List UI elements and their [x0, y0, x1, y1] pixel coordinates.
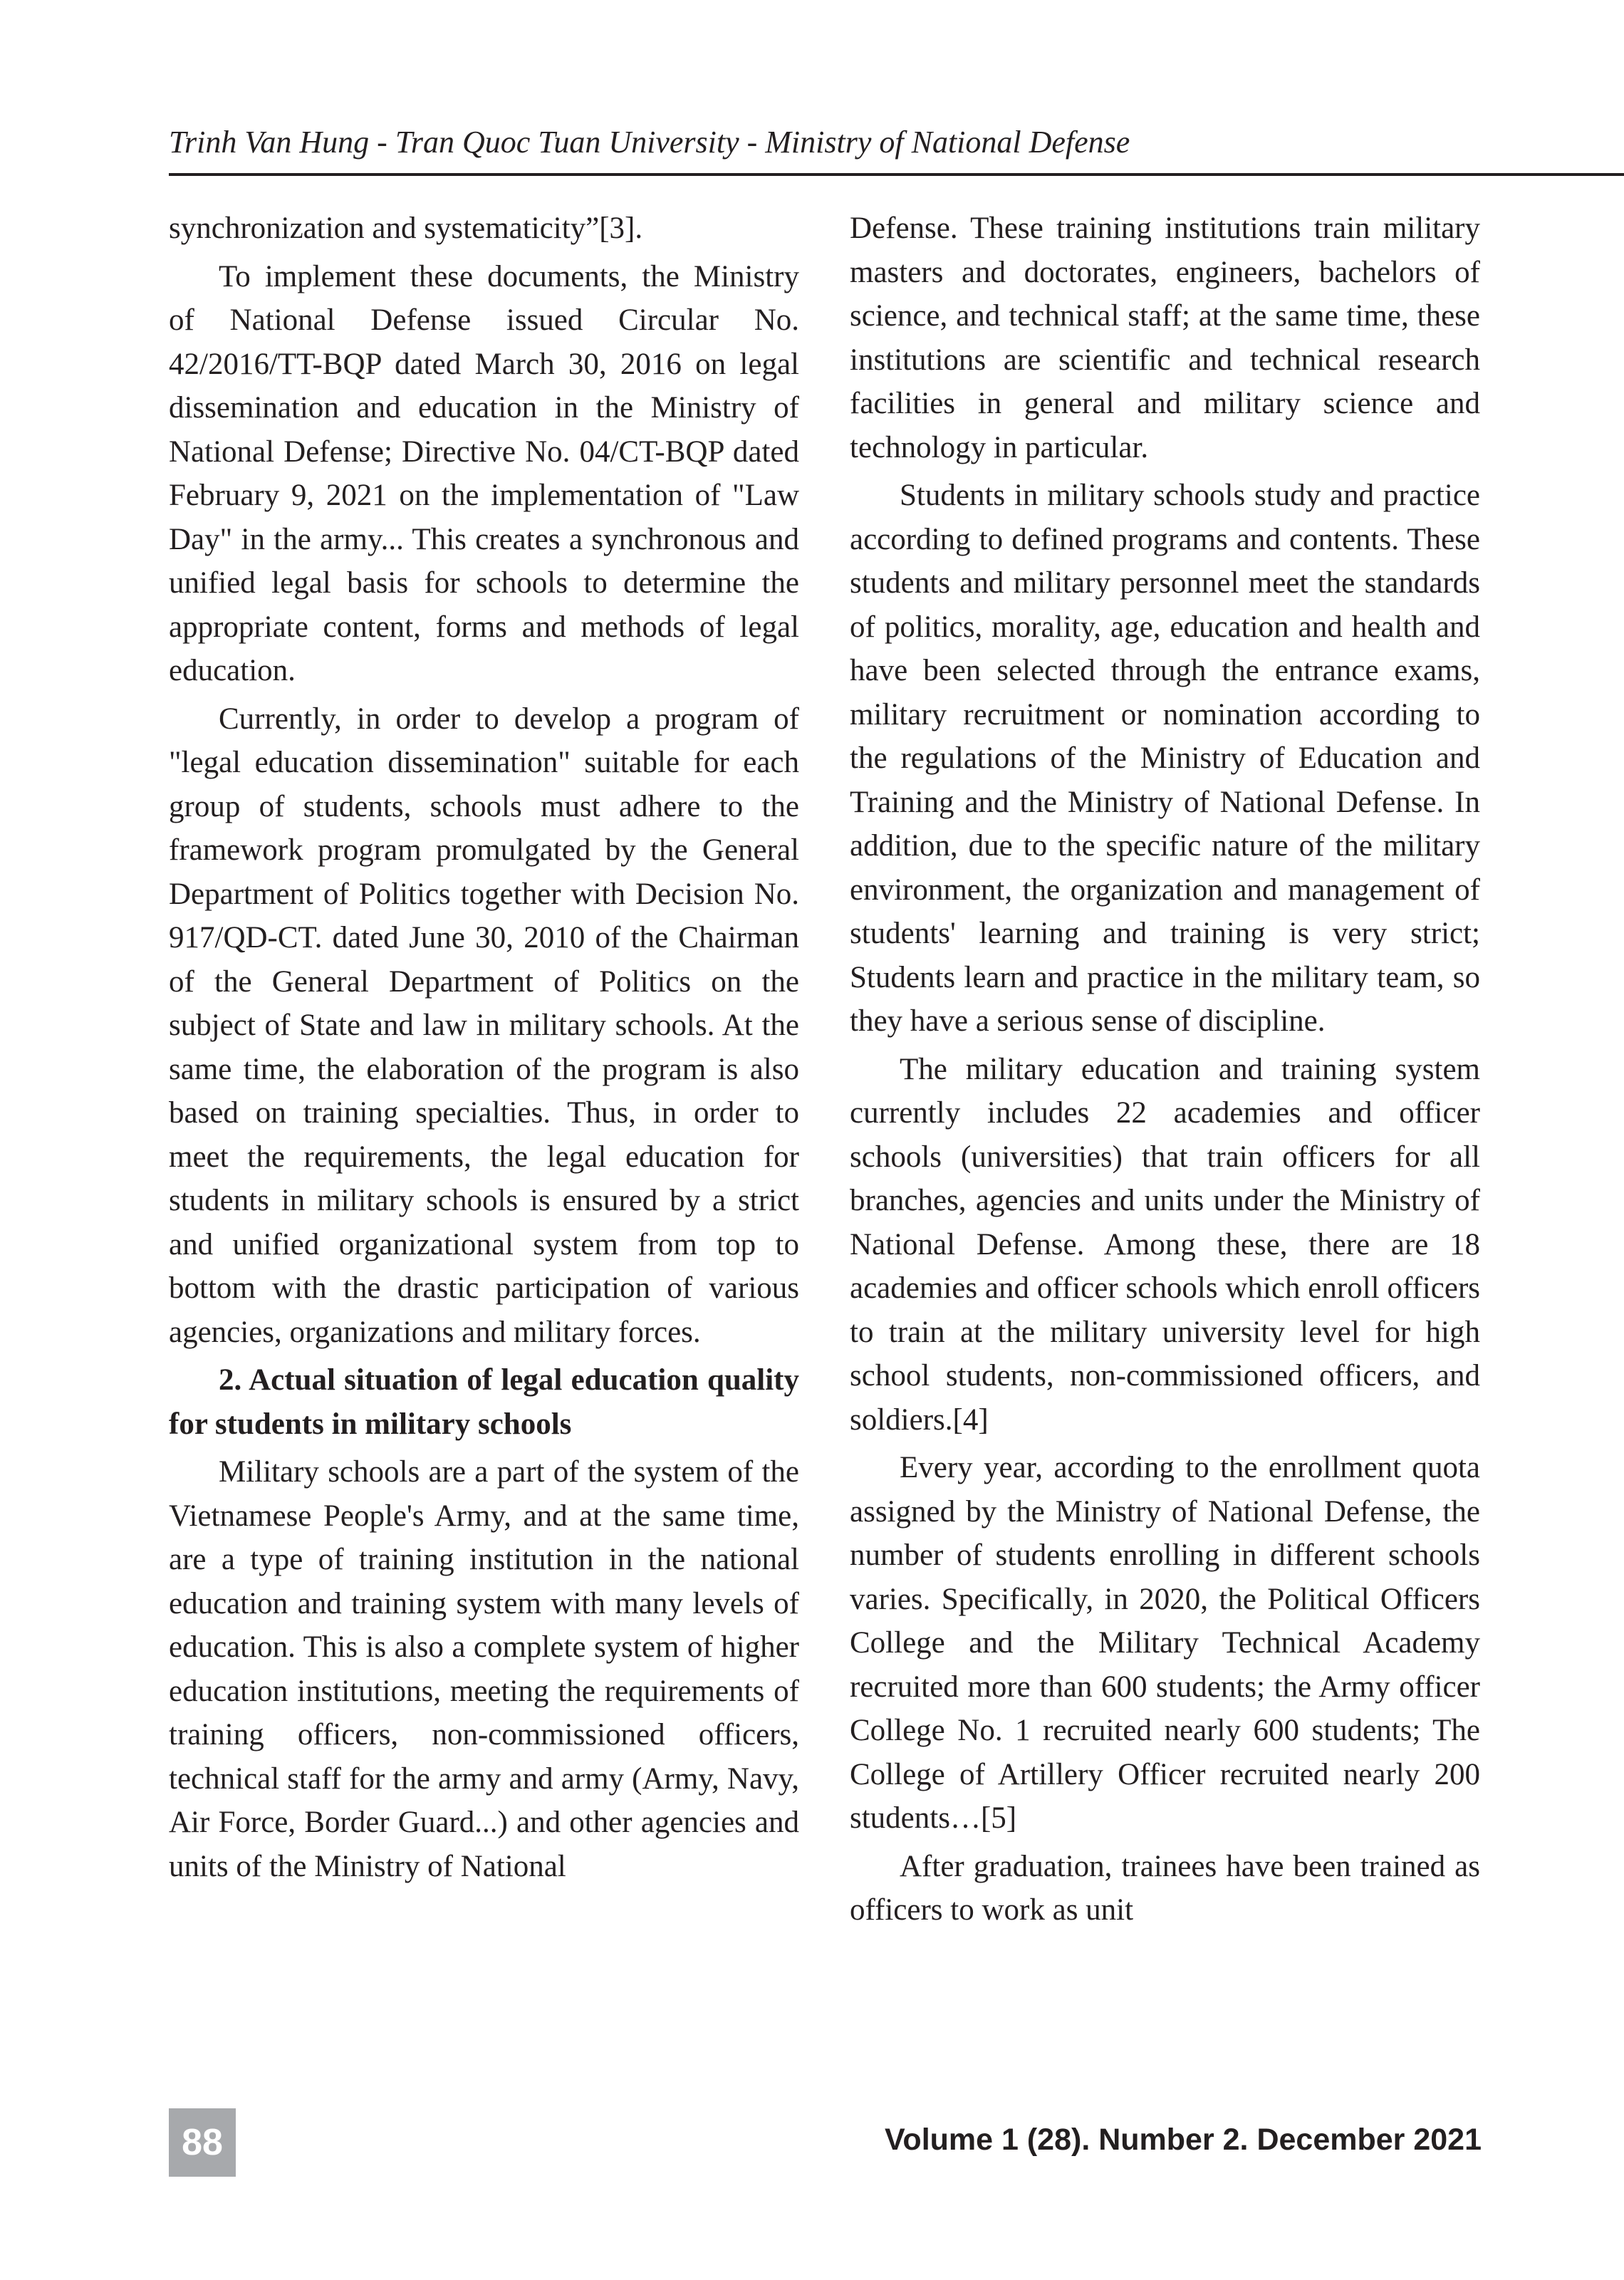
- left-column: [169, 207, 799, 1893]
- paragraph: Currently, in order to develop a program of "legal education dissemination" suitable for each group of students, schools must adhere to the framework program promulgated by the General Department of Politics together with Decision No. 917/QD-CT. dated June 30, 2010 of the Chairman of the General Department of Politics on the subject of State and law in military schools. At the same time, the elaboration of the program is also based on training specialties. Thus, in order to meet the requirements, the legal education for students in military schools is ensured by a strict and unified organizational system from top to bottom with the drastic participation of various agencies, organizations and military forces.: [169, 702, 799, 1349]
- page-number: 88: [169, 2108, 236, 2177]
- paragraph: Students in military schools study and practice according to defined programs and contents. These students and military personnel meet the standards of politics, morality, age, education and health and have been selected through the entrance exams, military recruitment or nomination according to the regulations of the Ministry of Education and Training and the Ministry of National Defense. In addition, due to the specific nature of the military environment, the organization and management of students' learning and training is very strict; Students learn and practice in the military team, so they have a serious sense of discipline.: [850, 479, 1480, 1038]
- header-divider: [169, 173, 1624, 176]
- paragraph: The military education and training system currently includes 22 academies and officer schools (universities) that train officers for all branches, agencies and units under the Ministry of National Defense. Among these, there are 18 academies and officer schools which enroll officers to train at the military university level for high school students, non-commissioned officers, and soldiers.[4]: [850, 1052, 1480, 1437]
- paragraph: Defense. These training institutions train military masters and doctorates, engineers, bachelors of science, and technical staff; at the same time, these institutions are scientific and technical research facilities in general and military science and technology in particular.: [850, 212, 1480, 464]
- running-header: Trinh Van Hung - Tran Quoc Tuan University - Ministry of National Defense: [169, 125, 1130, 160]
- section-heading: 2. Actual situation of legal education quality for students in military schools: [169, 1363, 799, 1441]
- paragraph: To implement these documents, the Ministry of National Defense issued Circular No. 42/2016/TT-BQP dated March 30, 2016 on legal dissemination and education in the Ministry of National Defense; Directive No. 04/CT-BQP dated February 9, 2021 on the implementation of "Law Day" in the army... This creates a synchronous and unified legal basis for schools to determine the appropriate content, forms and methods of legal education.: [169, 259, 799, 687]
- paragraph: Military schools are a part of the system of the Vietnamese People's Army, and at the same time, are a type of training institution in the national education and training system with many levels of education. This is also a complete system of higher education institutions, meeting the requirements of training officers, non-commissioned officers, technical staff for the army and army (Army, Navy, Air Force, Border Guard...) and other agencies and units of the Ministry of National: [169, 1455, 799, 1883]
- right-column: [850, 207, 1480, 1937]
- paragraph: After graduation, trainees have been trained as officers to work as unit: [850, 1849, 1480, 1927]
- volume-info: Volume 1 (28). Number 2. December 2021: [884, 2123, 1482, 2157]
- paragraph: synchronization and systematicity”[3].: [169, 212, 643, 245]
- paragraph: Every year, according to the enrollment quota assigned by the Ministry of National Defense, the number of students enrolling in different schools varies. Specifically, in 2020, the Political Officers College and the Military Technical Academy recruited more than 600 students; the Army officer College No. 1 recruited nearly 600 students; The College of Artillery Officer recruited nearly 200 students…[5]: [850, 1451, 1480, 1835]
